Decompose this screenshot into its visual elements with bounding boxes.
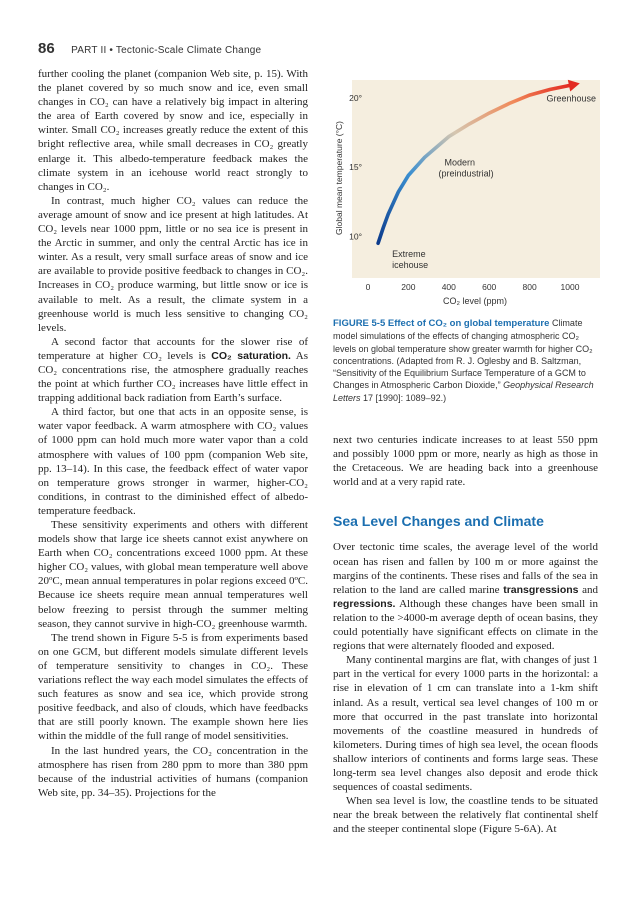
paragraph: The trend shown in Figure 5-5 is from experiments based on one GCM, but different models simulate different levels of temperature sensitivity to changes in CO₂. These variations reflect the way each model simulates the effects of such features as snow and sea ice, which provide strong positive feedback, and also of clouds, which have feedbacks that are still poorly known. The example shown here lies within the middle of the full range of model sensitivities.	[38, 631, 308, 743]
y-axis-label: Global mean temperature (°C)	[334, 121, 344, 235]
x-tick-label: 0	[365, 282, 371, 292]
paragraph: When sea level is low, the coastline tends to be situated near the break between the relatively flat continental shelf and the steeper continental slope (Figure 5-6A). At	[333, 795, 598, 836]
journal-name: Geophysical Research Letters	[333, 380, 594, 403]
right-column	[333, 433, 598, 836]
figure-5-5	[330, 78, 602, 308]
key-term: transgressions	[503, 583, 579, 596]
text-span: and	[582, 583, 599, 596]
caption-text: Climate model simulations of the effects of changing atmospheric CO₂ levels on global temperature show greater warmth for higher CO₂ concentrations. (Adapted from R. J. Oglesby and B. Saltzman, “Sensitivity of the Equilibrium Surface Temperature of a GCM to Changes in Atmospheric Carbon Dioxide,”	[333, 318, 593, 391]
paragraph	[38, 335, 308, 405]
paragraph: In the last hundred years, the CO₂ concentration in the atmosphere has risen from 280 ppm to more than 380 ppm because of the industrial activities of humans (companion Web site, pp. 34–35). Projections for the	[38, 744, 308, 799]
temperature-chart	[330, 78, 602, 308]
paragraph: Many continental margins are flat, with changes of just 1 part in the vertical for every 1000 parts in the horizontal: a rise in elevation of 1 cm can translate into a 1-km shift inland. As a result, vertical sea level changes of 100 m or more that occurred in the past translate into horizontal movements of the coastline measured in hundreds of kilometers. During times of high sea level, the ocean floods shallow interiors of continents and forms large seas. These long-term sea level changes also deposit and erode thick sequences of coastal sediments.	[333, 654, 598, 794]
part-title: PART II • Tectonic-Scale Climate Change	[71, 45, 262, 56]
y-tick-label: 10°	[349, 231, 362, 242]
key-term: CO₂ saturation.	[211, 349, 291, 362]
annotation-label: Extreme	[392, 249, 426, 260]
plot-area	[352, 80, 600, 278]
x-axis-label: CO₂ level (ppm)	[442, 296, 508, 306]
x-tick-label: 600	[482, 282, 497, 292]
x-tick-label: 200	[401, 282, 416, 292]
paragraph: next two centuries indicate increases to at least 550 ppm and possibly 1000 ppm or more, nearly as high as those in the Cretaceous. We are heading back into a greenhouse world and at a very rapid rate.	[333, 434, 598, 489]
x-tick-label: 1000	[560, 282, 580, 292]
citation: 17 [1990]: 1089–92.)	[363, 392, 447, 403]
page-number: 86	[38, 40, 55, 57]
running-header	[38, 40, 261, 58]
x-tick-label: 400	[441, 282, 456, 292]
x-tick-label: 800	[522, 282, 537, 292]
text-span: As CO₂ concentrations rise, the atmosphere gradually reaches the point at which further CO₂ increases have little effect in trapping additional back radiation from Earth’s surface.	[38, 349, 308, 405]
paragraph: These sensitivity experiments and others with different models show that large ice sheets cannot exist anywhere on Earth when CO₂ concentrations exceed 1000 ppm. At these higher CO₂ values, with global mean temperature well above 20ºC, mean annual temperatures in polar regions exceed 0ºC. Because ice sheets require mean annual temperatures well below freezing to persist through the summer melting season, they cannot survive in high-CO₂ greenhouse warmth.	[38, 519, 308, 630]
y-tick-label: 15°	[349, 162, 362, 173]
y-tick-label: 20°	[349, 92, 362, 103]
paragraph: In contrast, much higher CO₂ values can reduce the average amount of snow and ice present at high latitudes. At CO₂ levels near 1000 ppm, little or no sea ice is present in the Arctic in summer, and only the central Arctic has ice in winter. As a result, very small surface areas of snow and ice are available to provide positive feedback to changes in CO₂. Increases in CO₂ produce warming, but little snow or ice is available to melt. As a result, the climate system in a greenhouse world is much less sensitive to changing CO₂ levels.	[38, 194, 308, 334]
text-span: Over tectonic time scales, the average level of the world ocean has risen and fallen by 100 m or more against the margins of the continents. These rises and falls of the sea in relation to the land are called marine	[333, 541, 598, 596]
left-column	[38, 67, 308, 800]
paragraph: A third factor, but one that acts in an opposite sense, is water vapor feedback. A warm atmosphere with CO₂ values of 1000 ppm can hold much more water vapor than a cold atmosphere with values of 100 ppm (companion Web site, pp. 13–14). In this case, the feedback effect of water vapor on temperature grows stronger in warmer, higher-CO₂ conditions, in contrast to the diminished effect of albedo-temperature feedback.	[38, 406, 308, 517]
key-term: regressions.	[333, 597, 396, 610]
annotation-label: Modern	[444, 157, 476, 168]
text-span: A second factor that accounts for the slower rise of temperature at higher CO₂ levels is	[38, 335, 308, 362]
text-span: Although these changes have been small in relation to the >4000-m average depth of ocean basins, they could potentially have significant effects on climate in the regions that were alternately flooded and exposed.	[333, 597, 598, 653]
paragraph: further cooling the planet (companion Web site, p. 15). With the planet covered by so much snow and ice, even small changes in CO₂ can have a relatively big impact in altering the area of Earth covered by snow and ice, especially in winter. Small CO₂ increases greatly reduce the extent of this bright reflective area, while small decreases in CO₂ greatly enlarge it. This albedo-temperature feedback makes the climate system in an icehouse world react strongly to changes in CO₂.	[38, 68, 308, 193]
annotation-label: (preindustrial)	[438, 168, 494, 179]
figure-label: FIGURE 5-5 Effect of CO₂ on global temperature	[333, 318, 550, 329]
figure-caption	[333, 317, 603, 404]
annotation-label: Greenhouse	[546, 93, 596, 104]
paragraph	[333, 540, 598, 653]
annotation-label: icehouse	[392, 260, 429, 271]
section-heading: Sea Level Changes and Climate	[333, 513, 544, 530]
